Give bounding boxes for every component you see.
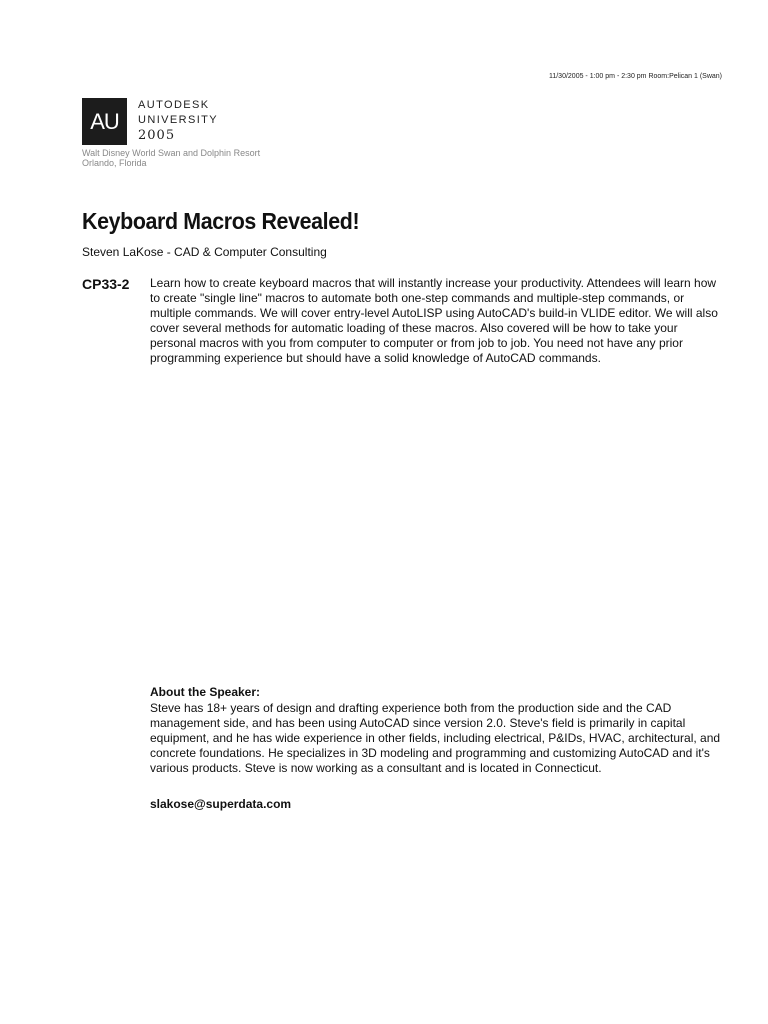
session-info: 11/30/2005 - 1:00 pm - 2:30 pm Room:Pelican 1 (Swan) bbox=[548, 73, 722, 80]
class-code: CP33-2 bbox=[82, 276, 130, 292]
logo-line-university: UNIVERSITY bbox=[138, 114, 219, 126]
about-speaker-heading: About the Speaker: bbox=[150, 685, 261, 699]
abstract-paragraph: Learn how to create keyboard macros that will instantly increase your productivity. Attendees will learn how to create "single line" macros to automate both one-step commands and multiple-step commands, or multiple commands. We will cover entry-level AutoLISP using AutoCAD's build-in VLIDE editor. We will also cover several methods for automatic loading of these macros. Also covered will be how to take your personal macros with you from computer to computer or from job to job. You need not have any prior programming experience but should have a solid knowledge of AutoCAD commands. bbox=[150, 276, 718, 365]
document-title: Keyboard Macros Revealed! bbox=[82, 208, 360, 234]
venue bbox=[82, 148, 260, 168]
venue-location: Orlando, Florida bbox=[82, 158, 147, 168]
logo-line-autodesk: AUTODESK bbox=[138, 99, 210, 111]
venue-name: Walt Disney World Swan and Dolphin Resort bbox=[82, 148, 261, 158]
logo-wordmark bbox=[138, 98, 218, 143]
logo-year: 2005 bbox=[138, 128, 176, 143]
au-logo-mark: AU bbox=[82, 98, 127, 145]
author-line: Steven LaKose - CAD & Computer Consulting bbox=[82, 245, 327, 259]
about-speaker-body: Steve has 18+ years of design and drafting experience both from the production side and the CAD management side, and has been using AutoCAD since version 2.0. Steve's field is primarily in capital equipment, and he has wide experience in other fields, including electrical, P&IDs, HVAC, architectural, and concrete foundations. He specializes in 3D modeling and programming and customizing AutoCAD and it's various products. Steve is now working as a consultant and is located in Connecticut. bbox=[150, 701, 721, 775]
speaker-email: slakose@superdata.com bbox=[150, 797, 292, 811]
